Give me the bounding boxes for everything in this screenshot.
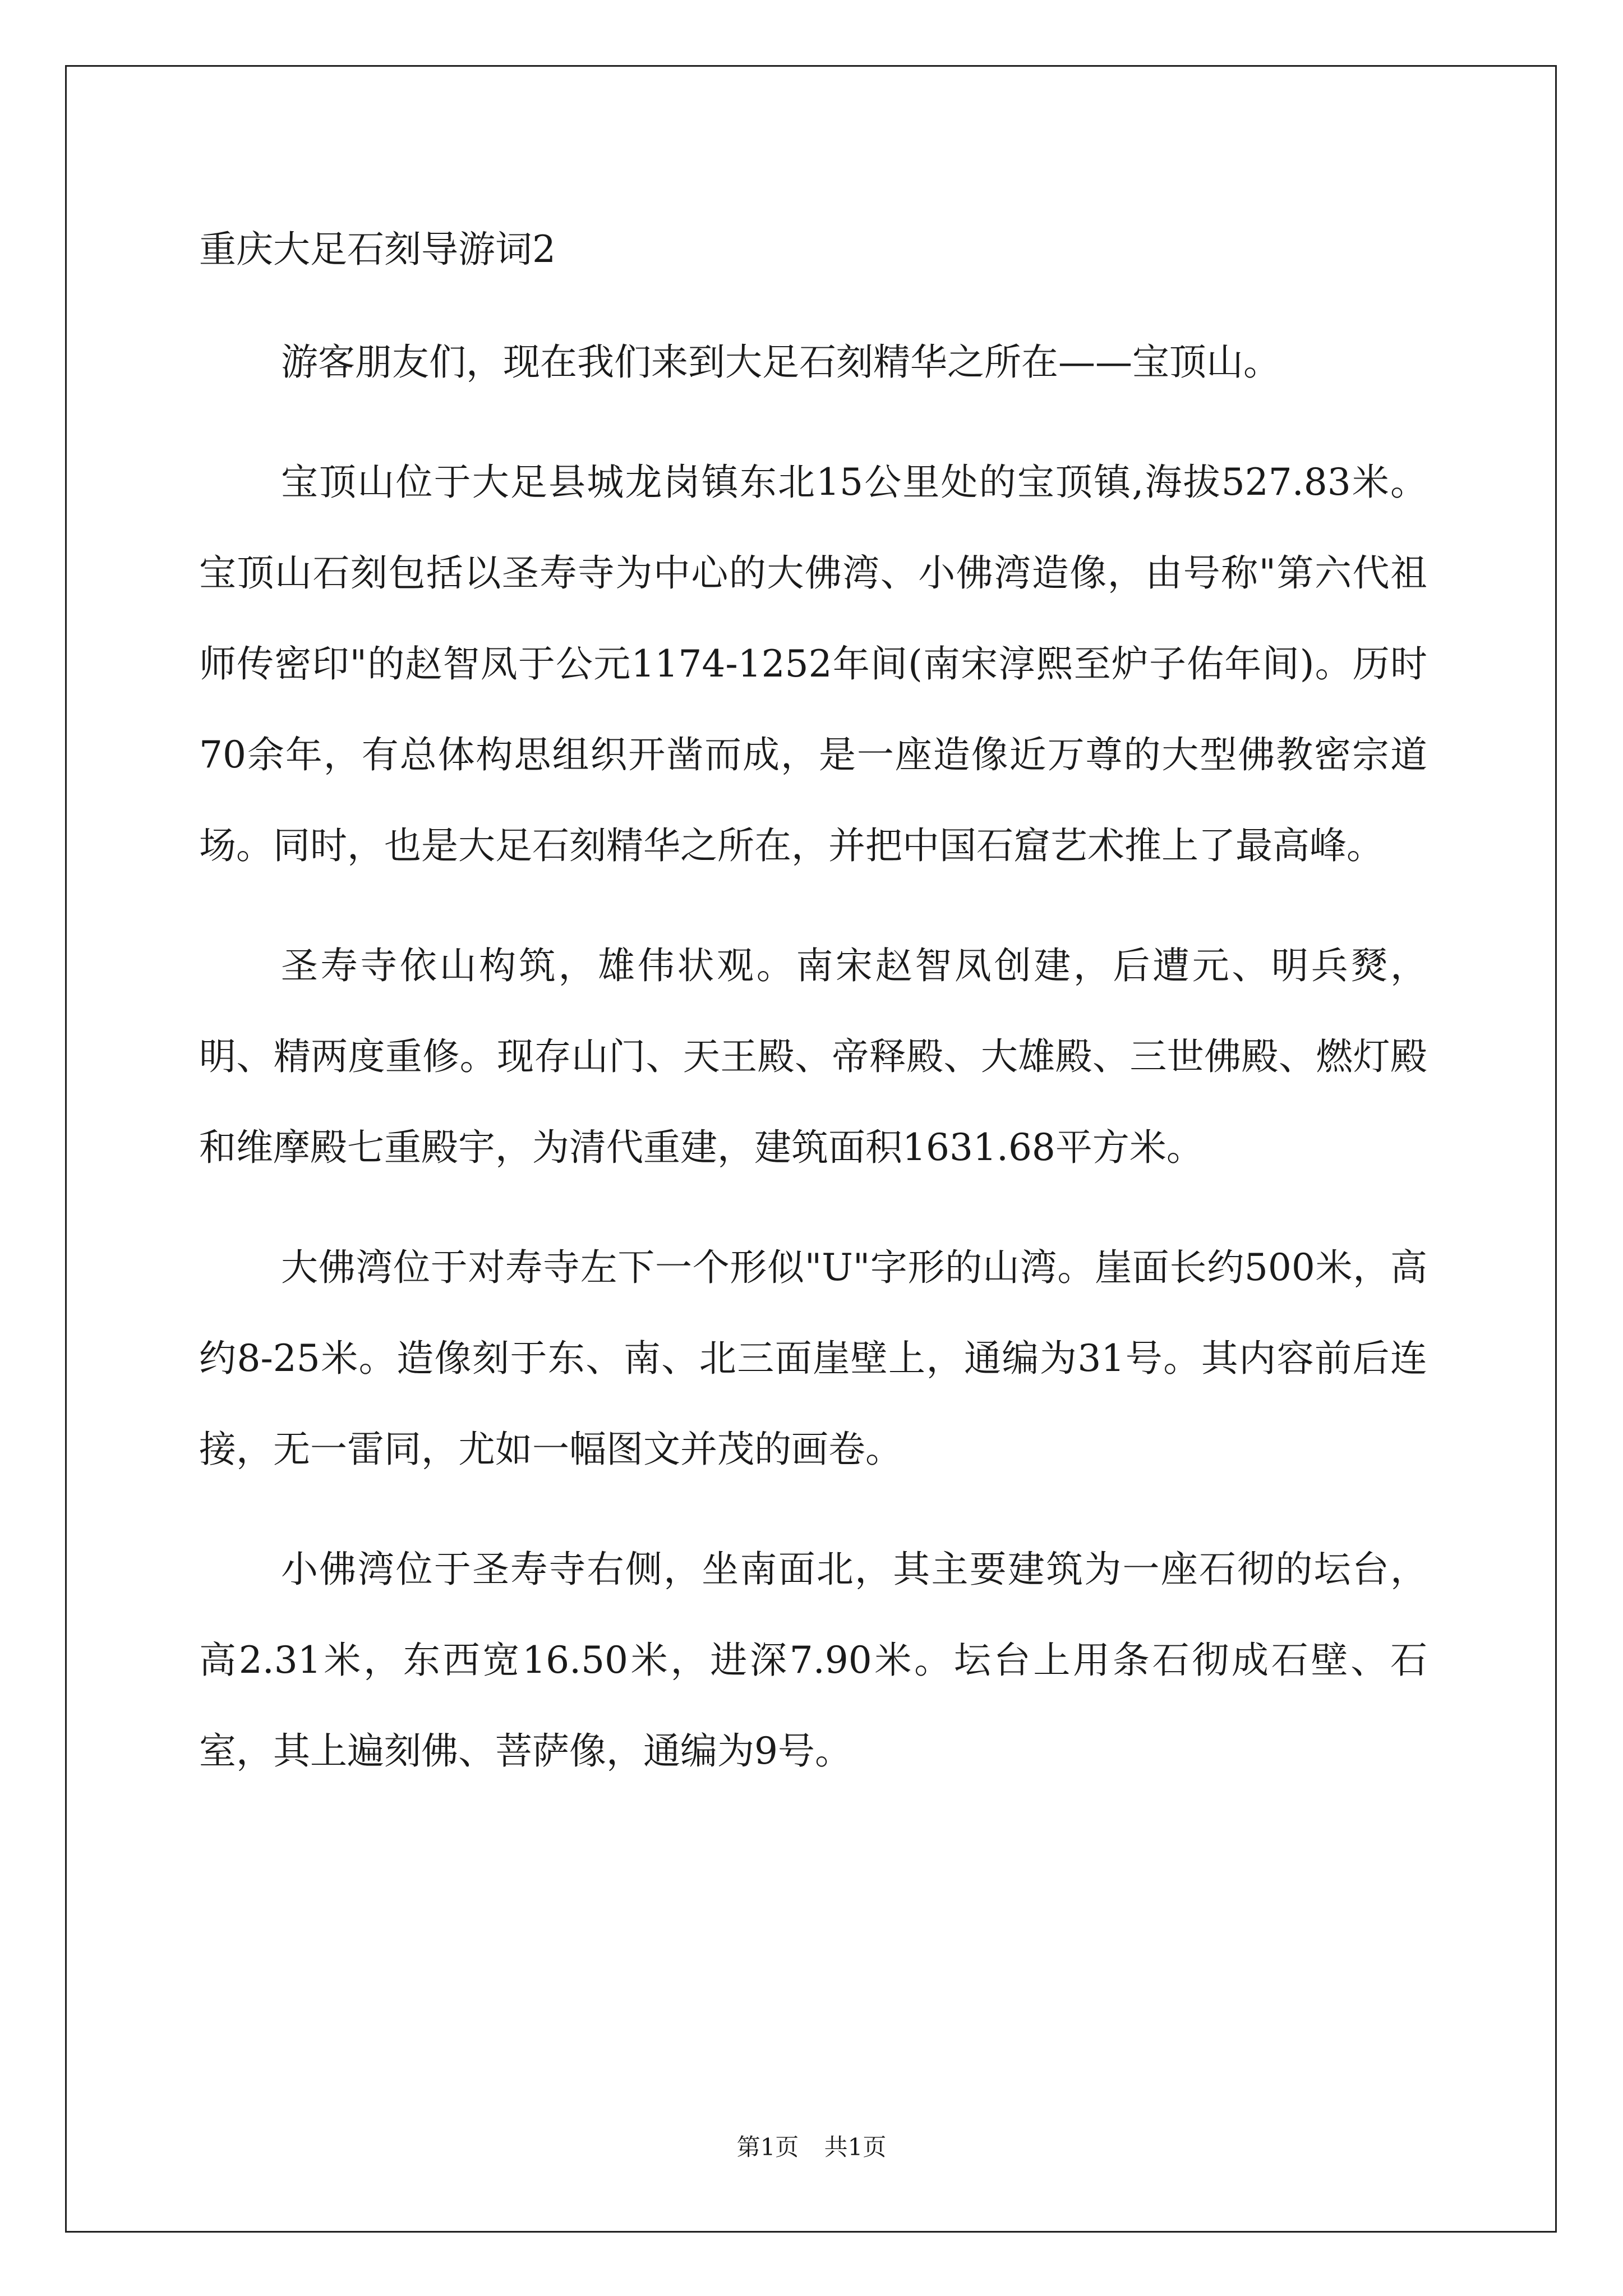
paragraph-intro: 游客朋友们，现在我们来到大足石刻精华之所在——宝顶山。 <box>281 341 1280 384</box>
paragraph-xiaofo-bay: 小佛湾位于圣寿寺右侧，坐南面北，其主要建筑为一座石彻的坛台，高2.31米，东西宽16.50米，进深7.90米。坛台上用条石彻成石壁、石室，其上遍刻佛、菩萨像，通编为9号。 <box>199 1548 1427 1773</box>
paragraph-baoding-mountain: 宝顶山位于大足县城龙岗镇东北15公里处的宝顶镇,海拔527.83米。宝顶山石刻包括以圣寿寺为中心的大佛湾、小佛湾造像，由号称"第六代祖师传密印"的赵智凤于公元1174-1252年间(南宋淳熙至炉子佑年间)。历时70余年，有总体构思组织开凿而成，是一座造像近万尊的大型佛教密宗道场。同时，也是大足石刻精华之所在，并把中国石窟艺术推上了最高峰。 <box>199 461 1427 867</box>
page-number: 第1页 <box>736 2133 799 2161</box>
document-body <box>199 222 1427 1797</box>
paragraph-dafo-bay: 大佛湾位于对寿寺左下一个形似"U"字形的山湾。崖面长约500米，高约8-25米。造像刻于东、南、北三面崖壁上，通编为31号。其内容前后连接，无一雷同，尤如一幅图文并茂的画卷。 <box>199 1246 1427 1471</box>
paragraph-shengshou-temple: 圣寿寺依山构筑，雄伟状观。南宋赵智凤创建，后遭元、明兵燹，明、精两度重修。现存山门、天王殿、帝释殿、大雄殿、三世佛殿、燃灯殿和维摩殿七重殿宇，为清代重建，建筑面积1631.68平方米。 <box>199 944 1427 1169</box>
page-footer <box>0 2132 1623 2163</box>
page-total: 共1页 <box>824 2133 887 2161</box>
document-title: 重庆大足石刻导游词2 <box>199 228 556 271</box>
